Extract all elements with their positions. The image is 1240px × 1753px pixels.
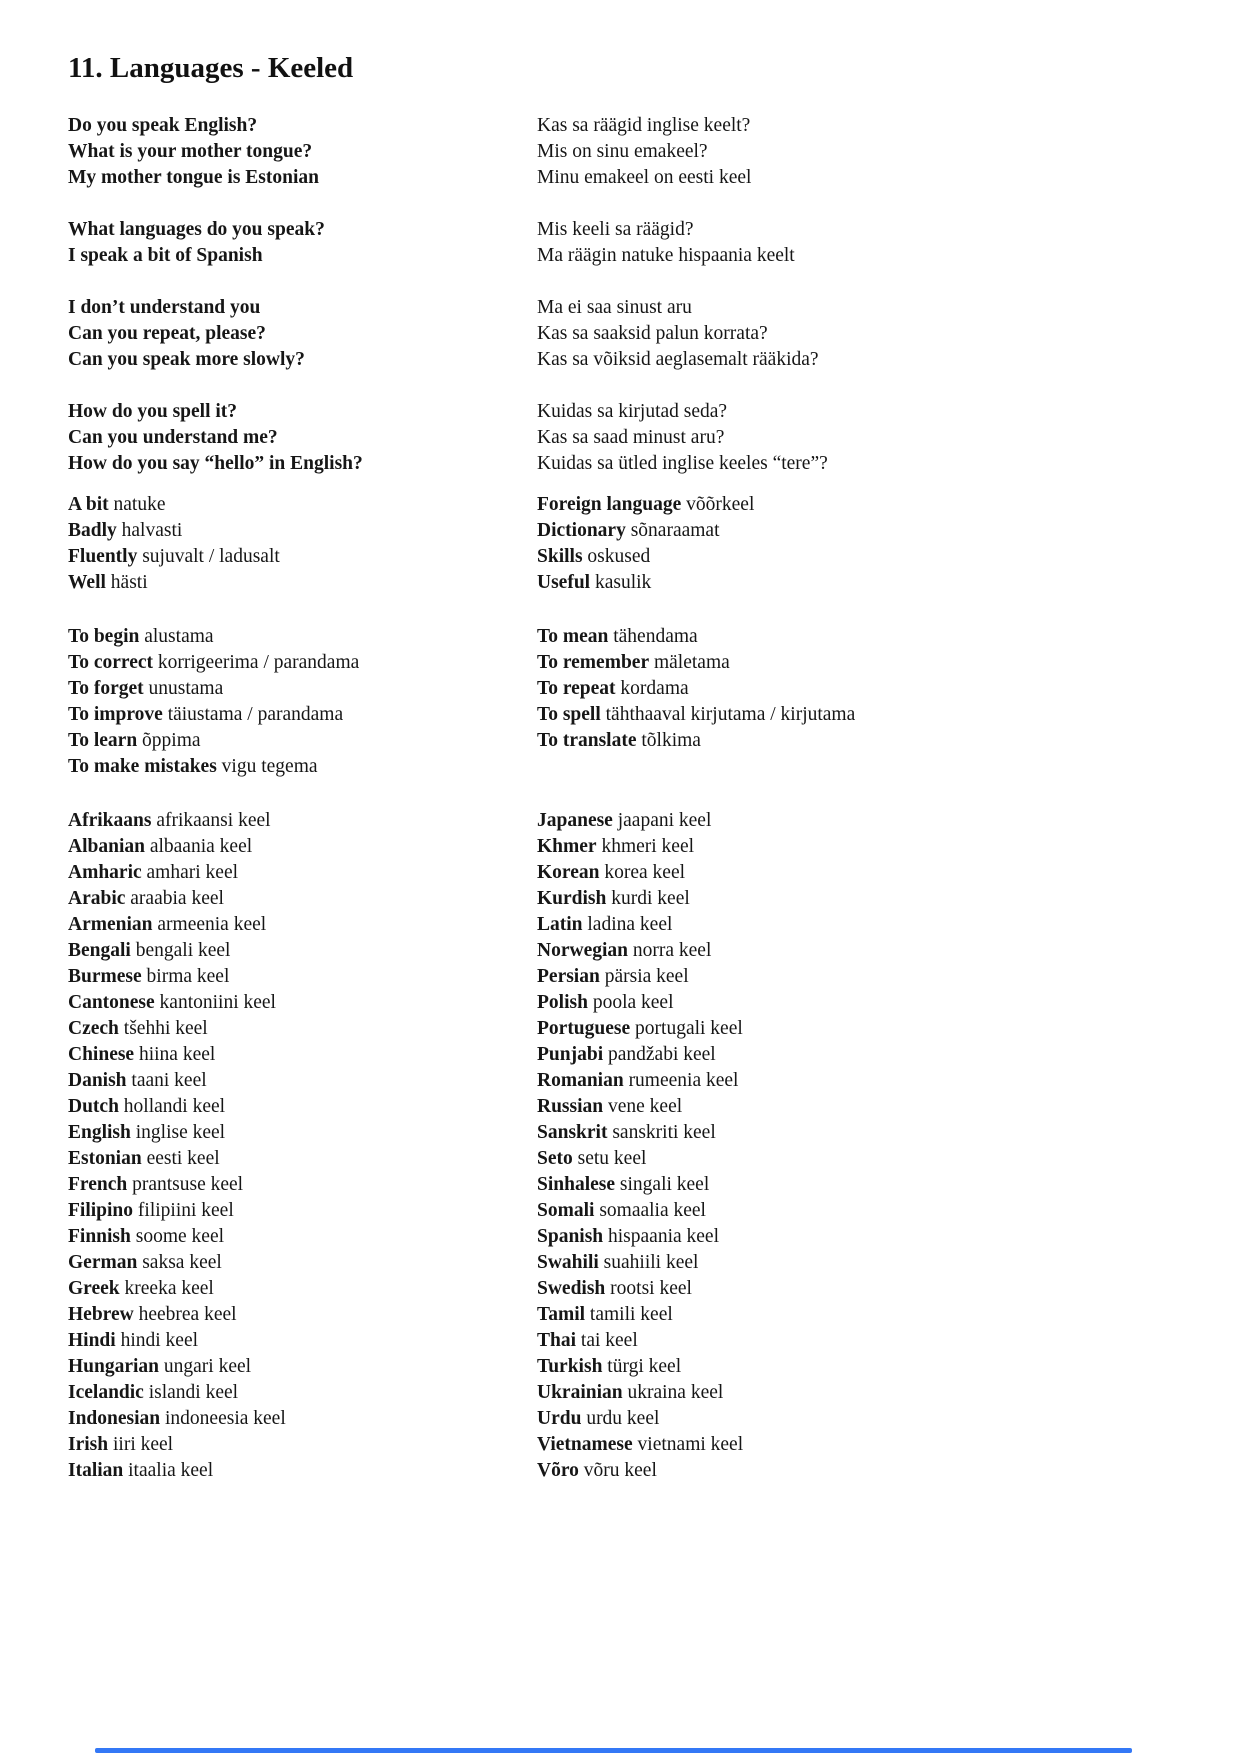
table-row <box>68 990 1200 1016</box>
section-understanding <box>68 295 1200 373</box>
table-row <box>68 964 1200 990</box>
term-bold: Kurdish <box>537 888 607 909</box>
left-cell <box>68 295 537 321</box>
table-row <box>68 650 1200 676</box>
term-bold: Danish <box>68 1070 127 1091</box>
right-cell: Urdu urdu keel <box>537 1408 660 1429</box>
table-row <box>68 1120 1200 1146</box>
term-bold: Cantonese <box>68 992 155 1013</box>
table-row <box>68 624 1200 650</box>
left-cell: Chinese hiina keel <box>68 1044 216 1065</box>
left-cell: Finnish soome keel <box>68 1226 225 1247</box>
term-bold: Russian <box>537 1096 604 1117</box>
term-bold: Irish <box>68 1434 109 1455</box>
right-cell: Skills oskused <box>537 546 651 567</box>
term-bold: Romanian <box>537 1070 624 1091</box>
section-languages-spoken <box>68 217 1200 269</box>
term-bold: Czech <box>68 1018 119 1039</box>
right-cell: Tamil tamili keel <box>537 1304 673 1325</box>
term-bold: Somali <box>537 1200 595 1221</box>
term-bold: French <box>68 1174 128 1195</box>
term-bold: Chinese <box>68 1044 135 1065</box>
left-cell: Fluently sujuvalt / ladusalt <box>68 546 280 567</box>
table-row <box>68 676 1200 702</box>
term-bold: Filipino <box>68 1200 134 1221</box>
term-bold: A bit <box>68 494 109 515</box>
term-bold: To improve <box>68 704 163 725</box>
term-bold: Finnish <box>68 1226 131 1247</box>
table-row <box>68 399 1200 425</box>
left-cell: To correct korrigeerima / parandama <box>68 652 360 673</box>
term-bold: To translate <box>537 730 637 751</box>
table-row <box>68 1198 1200 1224</box>
right-cell: Romanian rumeenia keel <box>537 1070 739 1091</box>
term-bold: To mean <box>537 626 609 647</box>
left-cell: Filipino filipiini keel <box>68 1200 234 1221</box>
right-cell: Russian vene keel <box>537 1096 683 1117</box>
left-cell: English inglise keel <box>68 1122 226 1143</box>
right-cell: Useful kasulik <box>537 572 652 593</box>
term-bold: Can you speak more slowly? <box>68 349 305 370</box>
table-row <box>68 1276 1200 1302</box>
left-cell: Badly halvasti <box>68 520 183 541</box>
table-row <box>68 1224 1200 1250</box>
term-bold: To make mistakes <box>68 756 217 777</box>
table-row <box>68 347 1200 373</box>
term-bold: Can you understand me? <box>68 427 278 448</box>
right-cell: Ukrainian ukraina keel <box>537 1382 724 1403</box>
term-bold: To forget <box>68 678 144 699</box>
term-bold: Fluently <box>68 546 138 567</box>
right-cell: Vietnamese vietnami keel <box>537 1434 744 1455</box>
table-row <box>68 1042 1200 1068</box>
table-row <box>68 1146 1200 1172</box>
right-cell: Foreign language võõrkeel <box>537 494 755 515</box>
term-bold: Bengali <box>68 940 131 961</box>
term-bold: Norwegian <box>537 940 628 961</box>
term-bold: Swedish <box>537 1278 606 1299</box>
right-cell: To mean tähendama <box>537 626 698 647</box>
right-cell: Kas sa võiksid aeglasemalt rääkida? <box>537 349 819 370</box>
right-cell: Punjabi pandžabi keel <box>537 1044 716 1065</box>
term-bold: Võro <box>537 1460 579 1481</box>
left-cell <box>68 347 537 373</box>
right-cell: Latin ladina keel <box>537 914 673 935</box>
term-bold: Ukrainian <box>537 1382 623 1403</box>
left-cell <box>68 425 537 451</box>
term-bold: Estonian <box>68 1148 142 1169</box>
left-cell: Estonian eesti keel <box>68 1148 220 1169</box>
table-row <box>68 139 1200 165</box>
left-cell <box>68 217 537 243</box>
table-row <box>68 243 1200 269</box>
table-row <box>68 451 1200 477</box>
term-bold: Punjabi <box>537 1044 604 1065</box>
table-row <box>68 912 1200 938</box>
term-bold: Persian <box>537 966 600 987</box>
left-cell: Irish iiri keel <box>68 1434 174 1455</box>
section-language-names <box>68 808 1200 1484</box>
term-bold: Sinhalese <box>537 1174 616 1195</box>
term-bold: Armenian <box>68 914 153 935</box>
term-bold: Albanian <box>68 836 145 857</box>
term-bold: Khmer <box>537 836 597 857</box>
term-bold: Latin <box>537 914 583 935</box>
right-cell: Persian pärsia keel <box>537 966 689 987</box>
right-cell: Turkish türgi keel <box>537 1356 682 1377</box>
left-cell: Czech tšehhi keel <box>68 1018 208 1039</box>
right-cell: Sanskrit sanskriti keel <box>537 1122 716 1143</box>
term-bold: To remember <box>537 652 650 673</box>
table-row <box>68 321 1200 347</box>
right-cell: Swahili suahiili keel <box>537 1252 699 1273</box>
term-bold: Urdu <box>537 1408 582 1429</box>
term-bold: Badly <box>68 520 117 541</box>
left-cell <box>68 165 537 191</box>
right-cell: Mis on sinu emakeel? <box>537 141 708 162</box>
right-cell: Dictionary sõnaraamat <box>537 520 720 541</box>
right-cell: Japanese jaapani keel <box>537 810 712 831</box>
term-bold: Foreign language <box>537 494 682 515</box>
left-cell: To forget unustama <box>68 678 224 699</box>
term-bold: Turkish <box>537 1356 603 1377</box>
term-bold: Korean <box>537 862 600 883</box>
right-cell: Kuidas sa ütled inglise keeles “tere”? <box>537 453 828 474</box>
left-cell: Burmese birma keel <box>68 966 230 987</box>
term-bold: Greek <box>68 1278 120 1299</box>
term-bold: Afrikaans <box>68 810 152 831</box>
right-cell: Mis keeli sa räägid? <box>537 219 694 240</box>
table-row <box>68 570 1200 596</box>
term-bold: I speak a bit of Spanish <box>68 245 263 266</box>
term-bold: Indonesian <box>68 1408 161 1429</box>
table-row <box>68 1302 1200 1328</box>
left-cell: Cantonese kantoniini keel <box>68 992 276 1013</box>
table-row <box>68 702 1200 728</box>
table-row <box>68 1068 1200 1094</box>
term-bold: Skills <box>537 546 583 567</box>
right-cell: Polish poola keel <box>537 992 674 1013</box>
table-row <box>68 1016 1200 1042</box>
left-cell: Italian itaalia keel <box>68 1460 214 1481</box>
table-row <box>68 1380 1200 1406</box>
term-bold: English <box>68 1122 131 1143</box>
term-bold: Tamil <box>537 1304 586 1325</box>
term-bold: Burmese <box>68 966 142 987</box>
right-cell: Sinhalese singali keel <box>537 1174 710 1195</box>
left-cell: Danish taani keel <box>68 1070 207 1091</box>
term-bold: Spanish <box>537 1226 604 1247</box>
section-adverbs-vocab <box>68 492 1200 596</box>
term-bold: Dutch <box>68 1096 119 1117</box>
term-bold: Well <box>68 572 106 593</box>
right-cell: Kas sa räägid inglise keelt? <box>537 115 751 136</box>
term-bold: Useful <box>537 572 591 593</box>
table-row <box>68 1432 1200 1458</box>
term-bold: German <box>68 1252 138 1273</box>
term-bold: What languages do you speak? <box>68 219 325 240</box>
term-bold: Hebrew <box>68 1304 134 1325</box>
term-bold: To spell <box>537 704 601 725</box>
left-cell: Icelandic islandi keel <box>68 1382 239 1403</box>
right-cell: Norwegian norra keel <box>537 940 712 961</box>
term-bold: Icelandic <box>68 1382 144 1403</box>
right-cell: Swedish rootsi keel <box>537 1278 692 1299</box>
section-speaking-basics <box>68 113 1200 191</box>
left-cell: Indonesian indoneesia keel <box>68 1408 286 1429</box>
right-cell: Kurdish kurdi keel <box>537 888 690 909</box>
table-row <box>68 518 1200 544</box>
term-bold: Amharic <box>68 862 142 883</box>
table-row <box>68 217 1200 243</box>
right-cell: Kuidas sa kirjutad seda? <box>537 401 728 422</box>
term-bold: Arabic <box>68 888 126 909</box>
right-cell: Kas sa saaksid palun korrata? <box>537 323 768 344</box>
term-bold: Portuguese <box>537 1018 631 1039</box>
page-title: 11. Languages - Keeled <box>68 52 354 84</box>
table-row <box>68 1172 1200 1198</box>
table-row <box>68 886 1200 912</box>
table-row <box>68 728 1200 754</box>
left-cell: To improve täiustama / parandama <box>68 704 344 725</box>
term-bold: Thai <box>537 1330 577 1351</box>
table-row <box>68 938 1200 964</box>
left-cell: Arabic araabia keel <box>68 888 224 909</box>
left-cell <box>68 321 537 347</box>
table-row <box>68 1406 1200 1432</box>
left-cell: Greek kreeka keel <box>68 1278 214 1299</box>
section-verbs-vocab <box>68 624 1200 780</box>
left-cell: To learn õppima <box>68 730 201 751</box>
left-cell: German saksa keel <box>68 1252 222 1273</box>
left-cell <box>68 399 537 425</box>
term-bold: Seto <box>537 1148 573 1169</box>
left-cell: Albanian albaania keel <box>68 836 253 857</box>
right-cell: Kas sa saad minust aru? <box>537 427 725 448</box>
left-cell: Hindi hindi keel <box>68 1330 199 1351</box>
right-cell: To spell tähthaaval kirjutama / kirjutama <box>537 704 856 725</box>
right-cell: To remember mäletama <box>537 652 730 673</box>
term-bold: Hindi <box>68 1330 116 1351</box>
right-cell: Seto setu keel <box>537 1148 647 1169</box>
right-cell: Võro võru keel <box>537 1460 657 1481</box>
term-bold: To learn <box>68 730 138 751</box>
right-cell: Spanish hispaania keel <box>537 1226 720 1247</box>
left-cell: Hebrew heebrea keel <box>68 1304 237 1325</box>
left-cell: Armenian armeenia keel <box>68 914 267 935</box>
left-cell: Well hästi <box>68 572 148 593</box>
term-bold: Vietnamese <box>537 1434 633 1455</box>
right-cell: To translate tõlkima <box>537 730 701 751</box>
table-row <box>68 860 1200 886</box>
table-row <box>68 834 1200 860</box>
table-row <box>68 808 1200 834</box>
table-row <box>68 1354 1200 1380</box>
term-bold: To correct <box>68 652 154 673</box>
right-cell: Thai tai keel <box>537 1330 638 1351</box>
left-cell: Dutch hollandi keel <box>68 1096 226 1117</box>
term-bold: What is your mother tongue? <box>68 141 313 162</box>
term-bold: Polish <box>537 992 588 1013</box>
left-cell <box>68 243 537 269</box>
right-cell: Portuguese portugali keel <box>537 1018 743 1039</box>
left-cell: Bengali bengali keel <box>68 940 231 961</box>
table-row <box>68 425 1200 451</box>
table-row <box>68 1458 1200 1484</box>
right-cell: Khmer khmeri keel <box>537 836 695 857</box>
term-bold: Do you speak English? <box>68 115 258 136</box>
table-row <box>68 295 1200 321</box>
left-cell: Hungarian ungari keel <box>68 1356 252 1377</box>
term-bold: Can you repeat, please? <box>68 323 266 344</box>
table-row <box>68 165 1200 191</box>
table-row <box>68 544 1200 570</box>
left-cell: Amharic amhari keel <box>68 862 239 883</box>
sections <box>68 113 1200 1484</box>
right-cell: To repeat kordama <box>537 678 689 699</box>
term-bold: Sanskrit <box>537 1122 608 1143</box>
left-cell: Afrikaans afrikaansi keel <box>68 810 271 831</box>
right-cell: Ma räägin natuke hispaania keelt <box>537 245 795 266</box>
left-cell <box>68 113 537 139</box>
section-spelling <box>68 399 1200 477</box>
right-cell <box>537 754 1200 780</box>
table-row <box>68 113 1200 139</box>
table-row <box>68 754 1200 780</box>
term-bold: Swahili <box>537 1252 599 1273</box>
left-cell: To begin alustama <box>68 626 214 647</box>
table-row <box>68 1328 1200 1354</box>
right-cell: Minu emakeel on eesti keel <box>537 167 752 188</box>
left-cell <box>68 139 537 165</box>
right-cell: Ma ei saa sinust aru <box>537 297 692 318</box>
left-cell: French prantsuse keel <box>68 1174 244 1195</box>
bottom-scrollbar[interactable] <box>95 1748 1132 1753</box>
term-bold: Italian <box>68 1460 124 1481</box>
term-bold: How do you say “hello” in English? <box>68 453 363 474</box>
table-row <box>68 1250 1200 1276</box>
table-row <box>68 1094 1200 1120</box>
left-cell: To make mistakes vigu tegema <box>68 756 318 777</box>
term-bold: Hungarian <box>68 1356 160 1377</box>
term-bold: Dictionary <box>537 520 626 541</box>
term-bold: To repeat <box>537 678 616 699</box>
left-cell <box>68 451 537 477</box>
term-bold: My mother tongue is Estonian <box>68 167 319 188</box>
term-bold: To begin <box>68 626 140 647</box>
right-cell: Somali somaalia keel <box>537 1200 706 1221</box>
term-bold: I don’t understand you <box>68 297 261 318</box>
table-row <box>68 492 1200 518</box>
term-bold: Japanese <box>537 810 613 831</box>
term-bold: How do you spell it? <box>68 401 238 422</box>
left-cell: A bit natuke <box>68 494 166 515</box>
right-cell: Korean korea keel <box>537 862 686 883</box>
